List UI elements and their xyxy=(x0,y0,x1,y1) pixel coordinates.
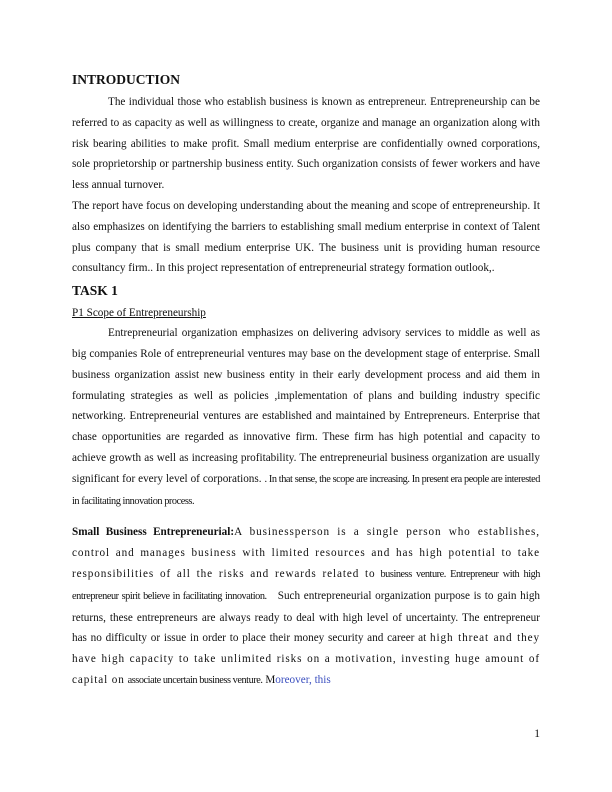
intro-paragraph-1: The individual those who establish business is known as entrepreneur. Entrepreneurship can be referred to as capacity as well as willingness to create, organize and manage an organization along with risk bearing abilities to make profit. Small medium enterprise are confidentially owned corporations, sole proprietorship or partnership business entity. Such organization consists of fewer workers and have less annual turnover. xyxy=(72,96,540,192)
small-business-spaced-text-2: high threat and they have high capacity to take unlimited risks on a motivation, investing huge amount of capital on xyxy=(72,632,540,686)
page-number: 1 xyxy=(534,728,540,740)
task1-heading: TASK 1 xyxy=(72,283,118,299)
small-business-m: M xyxy=(265,673,276,686)
small-business-condensed-text: business venture. Entrepreneur with high entrepreneur spirit believe in facilitating innovation. xyxy=(72,568,540,602)
scope-subheading: P1 Scope of Entrepreneurship xyxy=(72,307,206,320)
small-business-label: Small Business Entrepreneurial: xyxy=(72,526,235,539)
small-business-normal-text: Such entrepreneurial organization purpose is to gain high returns, these entrepreneurs are always ready to deal with high level of uncertainty. The entrepreneur has no difficulty or issue in order to place their money security and career at xyxy=(72,589,541,645)
small-business-condensed-text-2: associate uncertain business venture. xyxy=(127,674,263,686)
document-page xyxy=(72,70,540,692)
introduction-heading: INTRODUCTION xyxy=(72,72,181,87)
scope-paragraph-main: Entrepreneurial organization emphasizes on delivering advisory services to middle as well as big companies Role of entrepreneurial ventures may base on the development stage of enterprise. Small business organization assist new business entity in their early development process and aid them in formulating strategies as well as policies ,implementation of plans and building industry specific networking. Entrepreneurial ventures are established and maintained by Entrepreneurs. Enterprise that chase opportunities are regarded as innovative firm. These firm has high potential and capacity to achieve growth as well as increasing profitability. The entrepreneurial business organization are usually significant for every level of corporations. xyxy=(72,327,540,485)
small-business-blue-text: oreover, this xyxy=(275,673,331,686)
scope-paragraph-condensed: . In that sense, the scope are increasing. In present era people are interested in facilitating innovation process. xyxy=(72,473,540,507)
small-business-paragraph xyxy=(72,522,540,691)
intro-paragraph-2: The report have focus on developing understanding about the meaning and scope of entrepreneurship. It also emphasizes on identifying the barriers to establishing small medium enterprise in context of Talent plus company that is small medium enterprise UK. The business unit is providing human resource consultancy firm.. In this project representation of entrepreneurial strategy formation outlook,. xyxy=(72,199,540,275)
small-business-spaced-text: A businessperson is a single person who establishes, control and manages business with limited resources and has high potential to take responsibilities of all the risks and rewards related to xyxy=(72,526,540,580)
scope-paragraph xyxy=(72,323,540,512)
paragraph-gap xyxy=(72,512,540,522)
